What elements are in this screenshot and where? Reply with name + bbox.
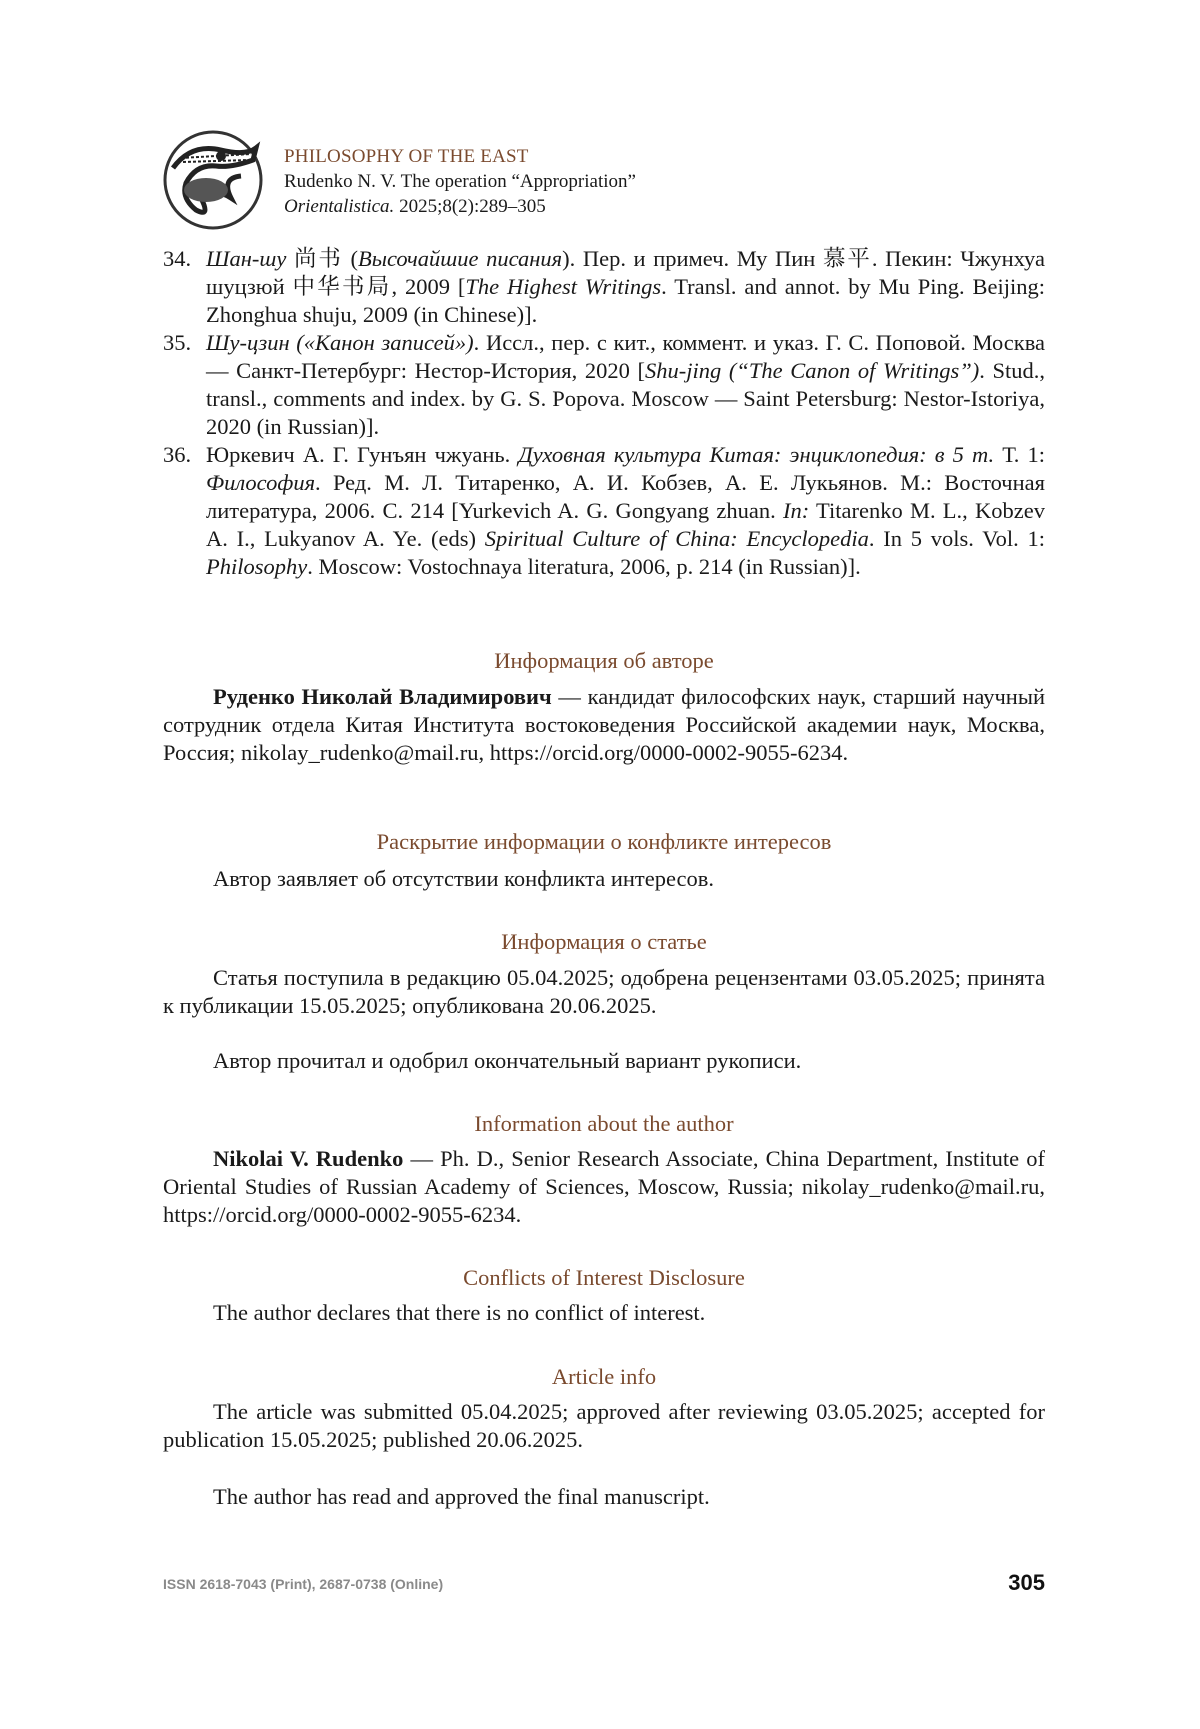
reference-list [163, 245, 1045, 581]
ru-author-heading: Информация об авторе [494, 648, 714, 673]
reference-number: 35. [163, 330, 192, 355]
reference-text: . Transl. and annot. by Mu Ping. Beijing: Zhonghua shuju, 2009 (in Chinese)]. [206, 274, 1046, 327]
ru-author-text: — кандидат философских наук, старший научный сотрудник отдела Китая Института востоковедения Российской академии наук, Москва, Россия; nikolay_rudenko@mail.ru, https://orcid.org/0000-0002-9055-6234. [163, 684, 1045, 765]
reference-text: Т. 1: [994, 442, 1046, 467]
reference-text: Philosophy [206, 554, 308, 579]
reference-text: Философия [206, 470, 316, 495]
en-conflict-text: The author declares that there is no conflict of interest. [213, 1300, 706, 1325]
journal-issue: 2025;8(2):289–305 [394, 196, 546, 217]
reference-text: . In 5 vols. Vol. 1: [868, 526, 1045, 551]
reference-item [163, 441, 1045, 581]
ru-conflict-text: Автор заявляет об отсутствии конфликта интересов. [213, 866, 715, 891]
reference-text: Titarenko M. L., Kobzev A. I., Lukyanov A. Ye. (eds) [206, 498, 1045, 551]
en-author-info [163, 1145, 1045, 1229]
reference-text: In: [782, 498, 810, 523]
journal-citation [284, 195, 546, 219]
ru-author-info [163, 683, 1045, 767]
reference-text: . Ред. М. Л. Титаренко, А. И. Кобзев, А. Е. Лукьянов. М.: Восточная литература, 2006. С. 214 [Yurkevich A. G. Gongyang zhuan. [206, 470, 1045, 523]
page-number: 305 [1008, 1570, 1045, 1595]
en-conflict-heading: Conflicts of Interest Disclosure [463, 1265, 745, 1290]
reference-text: ). Пер. и примеч. Му Пин 慕平. Пекин: Чжунхуа шуцзюй 中华书局, 2009 [ [206, 246, 1045, 299]
en-author-heading: Information about the author [474, 1111, 734, 1136]
en-article-heading: Article info [551, 1364, 657, 1389]
reference-text: Spiritual Culture of China: Encyclopedia [484, 526, 869, 551]
ru-approval-text: Автор прочитал и одобрил окончательный вариант рукописи. [213, 1048, 802, 1073]
reference-text: The Highest Writings [465, 274, 662, 299]
ru-conflict-heading: Раскрытие информации о конфликте интересов [376, 829, 832, 854]
footer-issn: ISSN 2618-7043 (Print), 2687-0738 (Online) [163, 1576, 444, 1592]
reference-item [163, 245, 1045, 329]
journal-logo [161, 128, 267, 232]
journal-section-title: PHILOSOPHY OF THE EAST [284, 146, 529, 167]
ru-author-name: Руденко Николай Владимирович [213, 684, 552, 709]
en-author-text: — Ph. D., Senior Research Associate, China Department, Institute of Oriental Studies of Russian Academy of Sciences, Moscow, Russia; nikolay_rudenko@mail.ru, https://orcid.org/0000-0002-9055-6234. [163, 1146, 1046, 1227]
reference-text: . Иссл., пер. с кит., коммент. и указ. Г. С. Поповой. Москва — Санкт-Петербург: Нестор-История, 2020 [ [206, 330, 1046, 383]
reference-text: Шан-шу [206, 246, 287, 271]
ru-article-text: Статья поступила в редакцию 05.04.2025; одобрена рецензентами 03.05.2025; принята к публикации 15.05.2025; опубликована 20.06.2025. [163, 965, 1045, 1018]
reference-text: Shu-jing (“The Canon of Writings”) [644, 358, 980, 383]
reference-text: Шу-цзин («Канон записей») [206, 330, 474, 355]
reference-text: Духовная культура Китая: энциклопедия: в 5 т. [518, 442, 995, 467]
reference-text: . Moscow: Vostochnaya literatura, 2006, p. 214 (in Russian)]. [307, 554, 861, 579]
ru-article-heading: Информация о статье [501, 929, 707, 954]
article-citation: Rudenko N. V. The operation “Appropriation” [284, 171, 636, 192]
en-author-name: Nikolai V. Rudenko [213, 1146, 404, 1171]
en-approval-text: The author has read and approved the final manuscript. [213, 1484, 710, 1509]
reference-text: . Stud., transl., comments and index. by G. S. Popova. Moscow — Saint Petersburg: Nestor-Istoriya, 2020 (in Russian)]. [206, 358, 1045, 439]
en-article-text: The article was submitted 05.04.2025; approved after reviewing 03.05.2025; accepted for publication 15.05.2025; published 20.06.2025. [163, 1399, 1045, 1452]
reference-number: 34. [163, 246, 192, 271]
reference-text: Юркевич А. Г. Гунъян чжуань. [206, 442, 519, 467]
journal-name: Orientalistica. [284, 196, 395, 217]
reference-item [163, 329, 1045, 441]
reference-number: 36. [163, 442, 192, 467]
reference-text: Высочайшие писания [357, 246, 563, 271]
reference-text: 尚书 ( [286, 246, 358, 271]
